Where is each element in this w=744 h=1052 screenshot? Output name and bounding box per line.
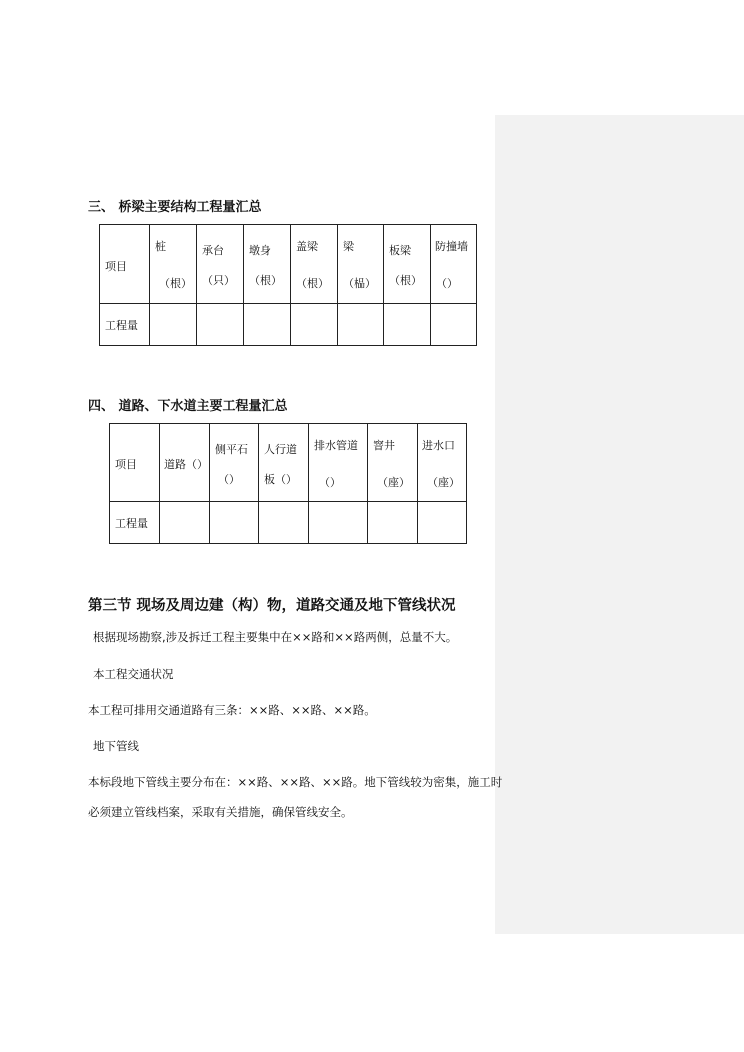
table-cell	[309, 502, 368, 544]
paragraph-pipelines-1: 本标段地下管线主要分布在：××路、××路、××路。地下管线较为密集，施工时	[88, 775, 503, 789]
row-header-cell	[100, 304, 150, 346]
column-label: 排水管道	[314, 439, 358, 452]
header-cell	[384, 225, 431, 304]
row-header-cell	[110, 502, 160, 544]
column-unit: （根）	[159, 277, 192, 290]
header-cell	[338, 225, 384, 304]
column-unit: （根）	[249, 274, 282, 287]
column-label: 道路（）	[164, 458, 208, 471]
table-row	[100, 304, 477, 346]
table-cell	[418, 502, 467, 544]
header-cell	[197, 225, 244, 304]
column-label: 防撞墙	[435, 240, 468, 253]
paragraph-demolition: 根据现场勘察,涉及拆迁工程主要集中在××路和××路两侧，总量不大。	[93, 630, 458, 644]
row-label: 项目	[115, 458, 137, 471]
table-header-row	[100, 225, 477, 304]
subheading-traffic: 本工程交通状况	[93, 667, 174, 681]
column-unit: （榀）	[343, 277, 376, 290]
header-cell	[210, 424, 259, 502]
table-cell	[160, 502, 210, 544]
row-label: 工程量	[105, 319, 138, 332]
table-cell	[197, 304, 244, 346]
header-cell	[418, 424, 467, 502]
paragraph-traffic: 本工程可排用交通道路有三条：××路、××路、××路。	[88, 703, 376, 717]
column-label: 窨井	[373, 439, 395, 452]
table-cell	[210, 502, 259, 544]
column-label: 梁	[343, 240, 354, 253]
header-cell	[431, 225, 477, 304]
column-unit: （）	[436, 277, 458, 290]
table-cell	[431, 304, 477, 346]
column-unit: （根）	[389, 274, 422, 287]
row-label: 项目	[105, 260, 127, 273]
header-cell	[100, 225, 150, 304]
column-label: 侧平石	[215, 443, 248, 456]
header-cell	[309, 424, 368, 502]
column-unit: （）	[319, 476, 341, 489]
column-unit: （座）	[427, 476, 460, 489]
comment-margin-pane	[495, 115, 744, 934]
header-cell	[110, 424, 160, 502]
header-cell	[291, 225, 338, 304]
table-row	[110, 502, 467, 544]
header-cell	[259, 424, 309, 502]
column-label: 板梁	[389, 244, 411, 257]
subheading-pipelines: 地下管线	[93, 739, 139, 753]
road-quantity-table	[109, 423, 467, 544]
section-heading-bridge: 三、 桥梁主要结构工程量汇总	[88, 200, 262, 215]
column-unit: （只）	[202, 274, 235, 287]
header-cell	[150, 225, 197, 304]
table-cell	[338, 304, 384, 346]
table-cell	[291, 304, 338, 346]
table-cell	[368, 502, 418, 544]
column-label: 人行道	[264, 443, 297, 456]
chapter-section-heading: 第三节 现场及周边建（构）物，道路交通及地下管线状况	[88, 598, 456, 614]
table-cell	[244, 304, 291, 346]
column-unit: （）	[218, 473, 240, 486]
table-cell	[259, 502, 309, 544]
bridge-quantity-table	[99, 224, 477, 346]
column-unit: 板（）	[264, 473, 297, 486]
header-cell	[160, 424, 210, 502]
row-label: 工程量	[115, 517, 148, 530]
header-cell	[368, 424, 418, 502]
paragraph-pipelines-2: 必须建立管线档案，采取有关措施，确保管线安全。	[88, 805, 353, 819]
table-cell	[150, 304, 197, 346]
column-label: 盖梁	[296, 240, 318, 253]
column-label: 墩身	[249, 244, 271, 257]
column-unit: （根）	[296, 277, 329, 290]
column-label: 桩	[155, 240, 166, 253]
header-cell	[244, 225, 291, 304]
table-header-row	[110, 424, 467, 502]
column-unit: （座）	[377, 476, 410, 489]
column-label: 进水口	[422, 439, 455, 452]
table-cell	[384, 304, 431, 346]
column-label: 承台	[202, 244, 224, 257]
section-heading-road: 四、 道路、下水道主要工程量汇总	[88, 399, 288, 414]
